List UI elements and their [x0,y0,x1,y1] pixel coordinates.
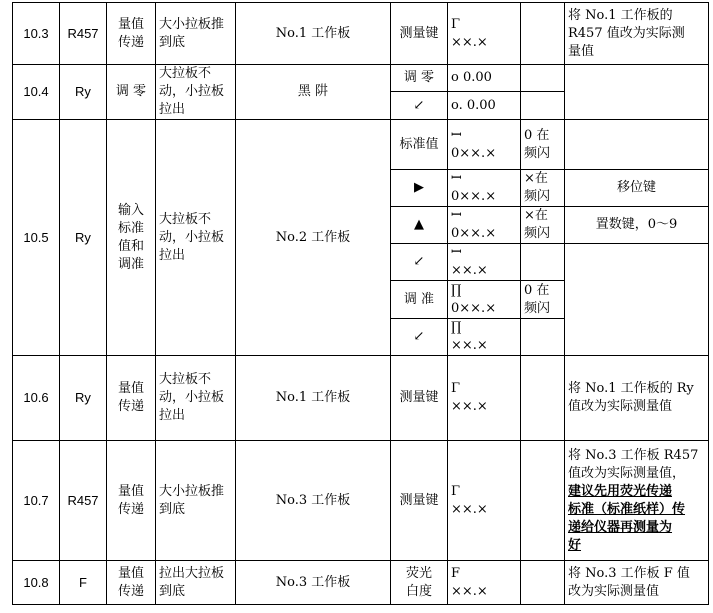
work-board: No.3 工作板 [236,561,391,605]
table-row [13,561,709,605]
remark: 将 No.3 工作板 F 值 改为实际测量值 [565,561,709,605]
key-up-arrow-icon: ▲ [391,207,448,244]
display: ꟷ ××.× [448,244,521,281]
work-board: No.1 工作板 [236,356,391,441]
note [521,319,565,356]
key: 测量键 [391,3,448,65]
key-enter-icon: ↙ [391,244,448,281]
display: ∏ ××.× [448,319,521,356]
note [521,356,565,441]
parameter: Ry [60,356,107,441]
operation: 量值 传递 [107,441,156,561]
display: ꟷ 0××.× [448,170,521,207]
parameter: Ry [60,120,107,356]
note [521,3,565,65]
note [521,561,565,605]
table-row [13,120,709,170]
work-board: 黑 阱 [236,65,391,120]
parameter: F [60,561,107,605]
display: ꟷ 0××.× [448,207,521,244]
remark-set-key: 置数键，0～9 [565,207,709,244]
step-number: 10.4 [13,65,60,120]
remark [565,441,709,561]
work-board: No.1 工作板 [236,3,391,65]
key-right-arrow-icon: ▶ [391,170,448,207]
key: 测量键 [391,356,448,441]
step-number: 10.7 [13,441,60,561]
key: 调 零 [391,65,448,92]
remark-text: 将 No.3 工作板 R457 值改为实际测量值， [568,447,699,481]
note: 0 在 频闪 [521,120,565,170]
parameter: R457 [60,3,107,65]
remark [565,120,709,170]
table-row [13,356,709,441]
operation: 量值 传递 [107,3,156,65]
pull-plate: 大拉板不 动，小拉板 拉出 [156,65,236,120]
operation: 调 零 [107,65,156,120]
work-board: No.3 工作板 [236,441,391,561]
table-row [13,65,709,92]
parameter: Ry [60,65,107,120]
step-number: 10.5 [13,120,60,356]
operation: 量值 传递 [107,561,156,605]
step-number: 10.3 [13,3,60,65]
remark [565,65,709,120]
procedure-table [12,2,709,605]
pull-plate: 大小拉板推 到底 [156,3,236,65]
step-number: 10.8 [13,561,60,605]
table-row [13,441,709,561]
step-number: 10.6 [13,356,60,441]
operation: 输入 标准 值和 调准 [107,120,156,356]
key: 调 准 [391,281,448,319]
note [521,244,565,281]
display: o. 0.00 [448,92,521,120]
key: 测量键 [391,441,448,561]
note [521,65,565,92]
parameter: R457 [60,441,107,561]
pull-plate: 大拉板不 动，小拉板 拉出 [156,120,236,356]
work-board: No.2 工作板 [236,120,391,356]
note [521,441,565,561]
remark-shift-key: 移位键 [565,170,709,207]
key: ↙ [391,92,448,120]
display: o 0.00 [448,65,521,92]
display: F ××.× [448,561,521,605]
remark [565,244,709,356]
table-row [13,3,709,65]
key: 荧光 白度 [391,561,448,605]
pull-plate: 大拉板不 动，小拉板 拉出 [156,356,236,441]
display: Γ ××.× [448,356,521,441]
display: Γ ××.× [448,441,521,561]
pull-plate: 大小拉板推 到底 [156,441,236,561]
note [521,92,565,120]
note: 0 在 频闪 [521,281,565,319]
display: ∏ 0××.× [448,281,521,319]
note: ×在 频闪 [521,207,565,244]
remark-recommendation: 建议先用荧光传递 标准（标准纸样）传 递给仪器再测量为 好 [568,483,686,553]
note: ×在 频闪 [521,170,565,207]
display: Γ ××.× [448,3,521,65]
pull-plate: 拉出大拉板 到底 [156,561,236,605]
remark: 将 No.1 工作板的 R457 值改为实际测 量值 [565,3,709,65]
operation: 量值 传递 [107,356,156,441]
key-enter-icon: ↙ [391,319,448,356]
remark: 将 No.1 工作板的 Ry 值改为实际测量值 [565,356,709,441]
display: ꟷ 0××.× [448,120,521,170]
key: 标准值 [391,120,448,170]
